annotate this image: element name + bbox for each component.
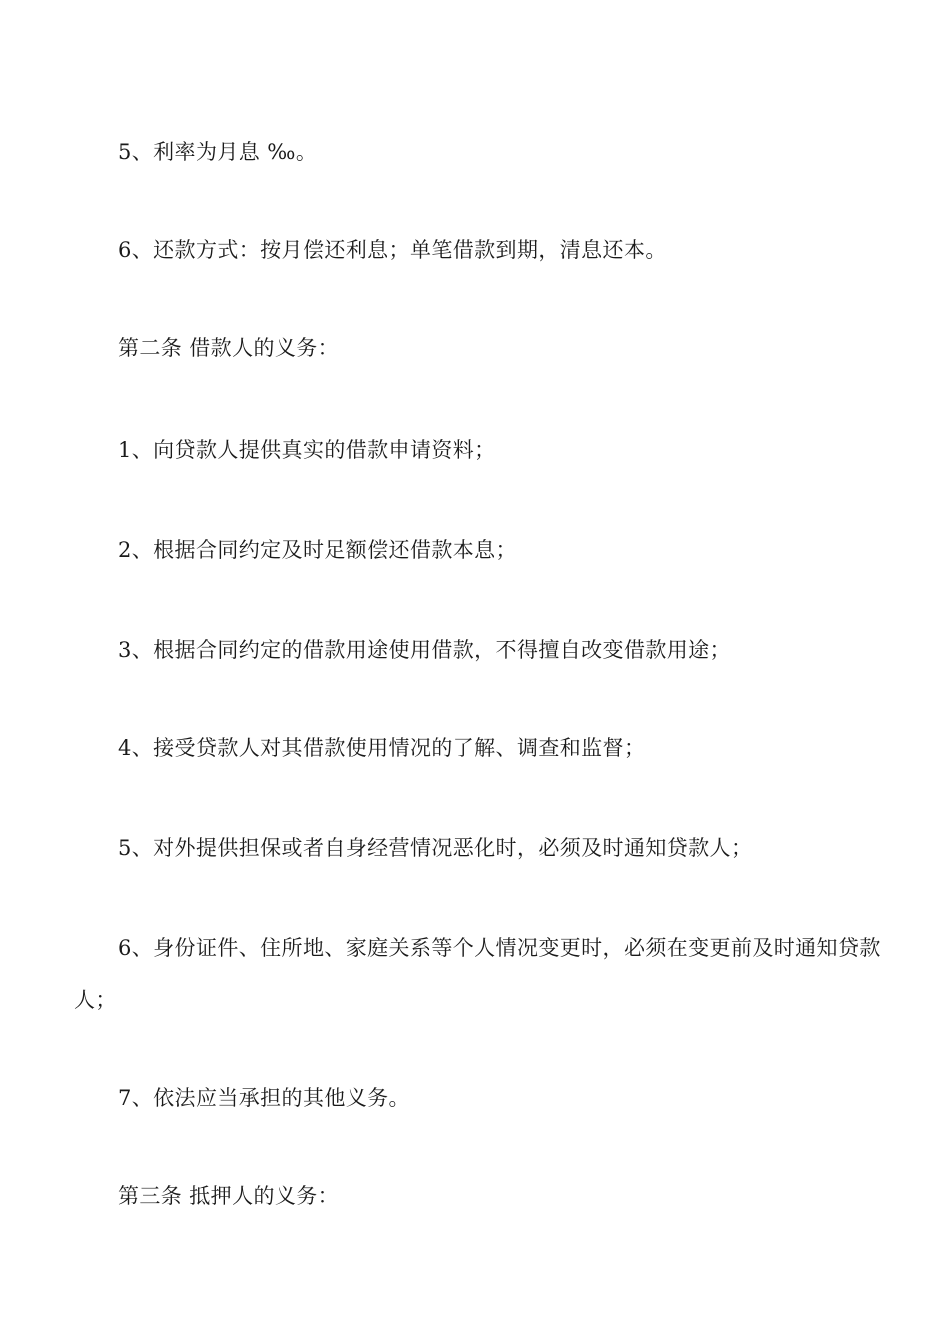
borrower-duty-5: 5、对外提供担保或者自身经营情况恶化时，必须及时通知贷款人； bbox=[118, 836, 753, 860]
article-three-heading: 第三条 抵押人的义务： bbox=[118, 1184, 340, 1208]
clause-interest-rate: 5、利率为月息 ‰。 bbox=[118, 140, 318, 164]
borrower-duty-7: 7、依法应当承担的其他义务。 bbox=[118, 1086, 410, 1110]
clause-repayment-method: 6、还款方式：按月偿还利息；单笔借款到期，清息还本。 bbox=[118, 238, 667, 262]
borrower-duty-2: 2、根据合同约定及时足额偿还借款本息； bbox=[118, 538, 517, 562]
borrower-duty-1: 1、向贷款人提供真实的借款申请资料； bbox=[118, 438, 496, 462]
borrower-duty-3: 3、根据合同约定的借款用途使用借款，不得擅自改变借款用途； bbox=[118, 638, 731, 662]
article-two-heading: 第二条 借款人的义务： bbox=[118, 336, 340, 360]
borrower-duty-6: 6、身份证件、住所地、家庭关系等个人情况变更时，必须在变更前及时通知贷款人； bbox=[74, 936, 881, 1012]
borrower-duty-4: 4、接受贷款人对其借款使用情况的了解、调查和监督； bbox=[118, 736, 646, 760]
